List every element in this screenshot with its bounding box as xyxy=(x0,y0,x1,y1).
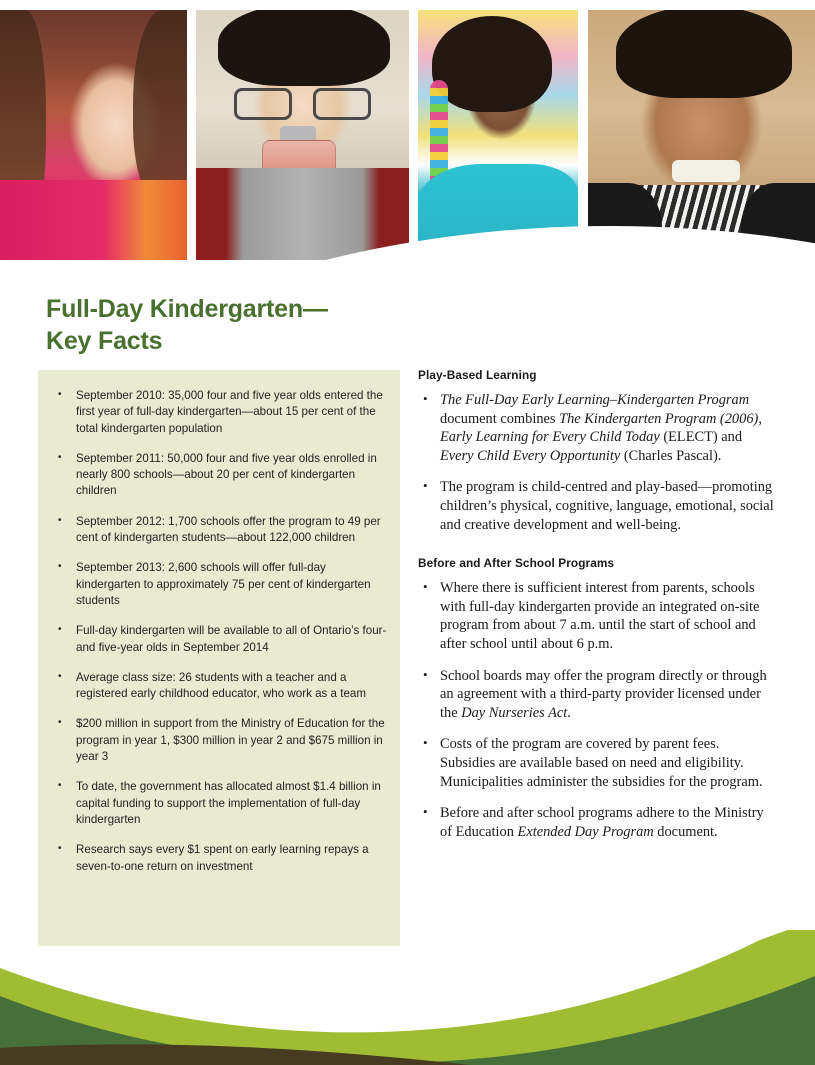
right-content-column xyxy=(418,368,778,854)
photo-2-sweater xyxy=(196,168,409,260)
photo-boy-glasses-drinking xyxy=(196,10,409,260)
list-item: • School boards may offer the program directly or through an agreement with a third-party provider licensed under the Day Nurseries Act. xyxy=(418,667,778,723)
before-after-school-list xyxy=(418,579,778,841)
key-facts-list xyxy=(50,388,390,889)
list-item: • Where there is sufficient interest from parents, schools with full-day kindergarten provide an integrated on-site program from about 7 a.m. until the start of school and after school until about 6 p.m. xyxy=(418,579,778,653)
bottom-decorative-swoosh xyxy=(0,930,815,1065)
photo-girl-smiling-pink-top xyxy=(0,10,187,260)
before-after-school-heading: Before and After School Programs xyxy=(418,556,615,571)
list-item: • Costs of the program are covered by parent fees. Subsidies are available based on need and eligibility. Municipalities administer the subsidies for the program. xyxy=(418,735,778,791)
page-title xyxy=(46,293,466,357)
list-item: • The Full-Day Early Learning–Kindergarten Program document combines The Kindergarten Program (2006), Early Learning for Every Child Today (ELECT) and Every Child Every Opportunity (Charles Pascal). xyxy=(418,391,778,465)
list-item: • September 2010: 35,000 four and five year olds entered the first year of full-day kindergarten—about 15 per cent of the total kindergarten population xyxy=(50,388,390,437)
list-item: • September 2012: 1,700 schools offer the program to 49 per cent of kindergarten students—about 122,000 children xyxy=(50,514,390,547)
list-item: • $200 million in support from the Ministry of Education for the program in year 1, $300 million in year 2 and $675 million in year 3 xyxy=(50,716,390,765)
list-item: • Full-day kindergarten will be available to all of Ontario’s four- and five-year olds in September 2014 xyxy=(50,623,390,656)
list-item: • The program is child-centred and play-based—promoting children’s physical, cognitive, language, emotional, social and creative development and well-being. xyxy=(418,478,778,534)
photo-1-shirt xyxy=(0,180,187,260)
list-item: • To date, the government has allocated almost $1.4 billion in capital funding to support the implementation of full-day kindergarten xyxy=(50,779,390,828)
swoosh-svg xyxy=(0,930,815,1065)
photo-1-hair-right xyxy=(133,10,187,200)
photo-3-hair xyxy=(432,16,552,112)
list-item: • Average class size: 26 students with a teacher and a registered early childhood educator, who work as a team xyxy=(50,670,390,703)
photo-4-hair xyxy=(616,10,792,98)
play-based-learning-heading: Play-Based Learning xyxy=(418,368,537,382)
list-item: • Research says every $1 spent on early learning repays a seven-to-one return on investment xyxy=(50,842,390,875)
photo-4-smile xyxy=(672,160,740,182)
list-item: • Before and after school programs adhere to the Ministry of Education Extended Day Program document. xyxy=(418,804,778,841)
page-title-line-1: Full-Day Kindergarten— xyxy=(46,294,328,323)
key-facts-panel xyxy=(38,370,400,946)
list-item: • September 2013: 2,600 schools will offer full-day kindergarten to approximately 75 per cent of kindergarten students xyxy=(50,560,390,609)
page-title-line-2: Key Facts xyxy=(46,326,163,355)
list-item: • September 2011: 50,000 four and five year olds enrolled in nearly 800 schools—about 20 per cent of kindergarten children xyxy=(50,451,390,500)
photo-2-hair xyxy=(218,10,390,86)
photo-girl-teal-dress-beads xyxy=(418,10,578,260)
photo-strip xyxy=(0,0,815,290)
play-based-learning-list xyxy=(418,391,778,534)
photo-2-glasses xyxy=(230,88,375,114)
